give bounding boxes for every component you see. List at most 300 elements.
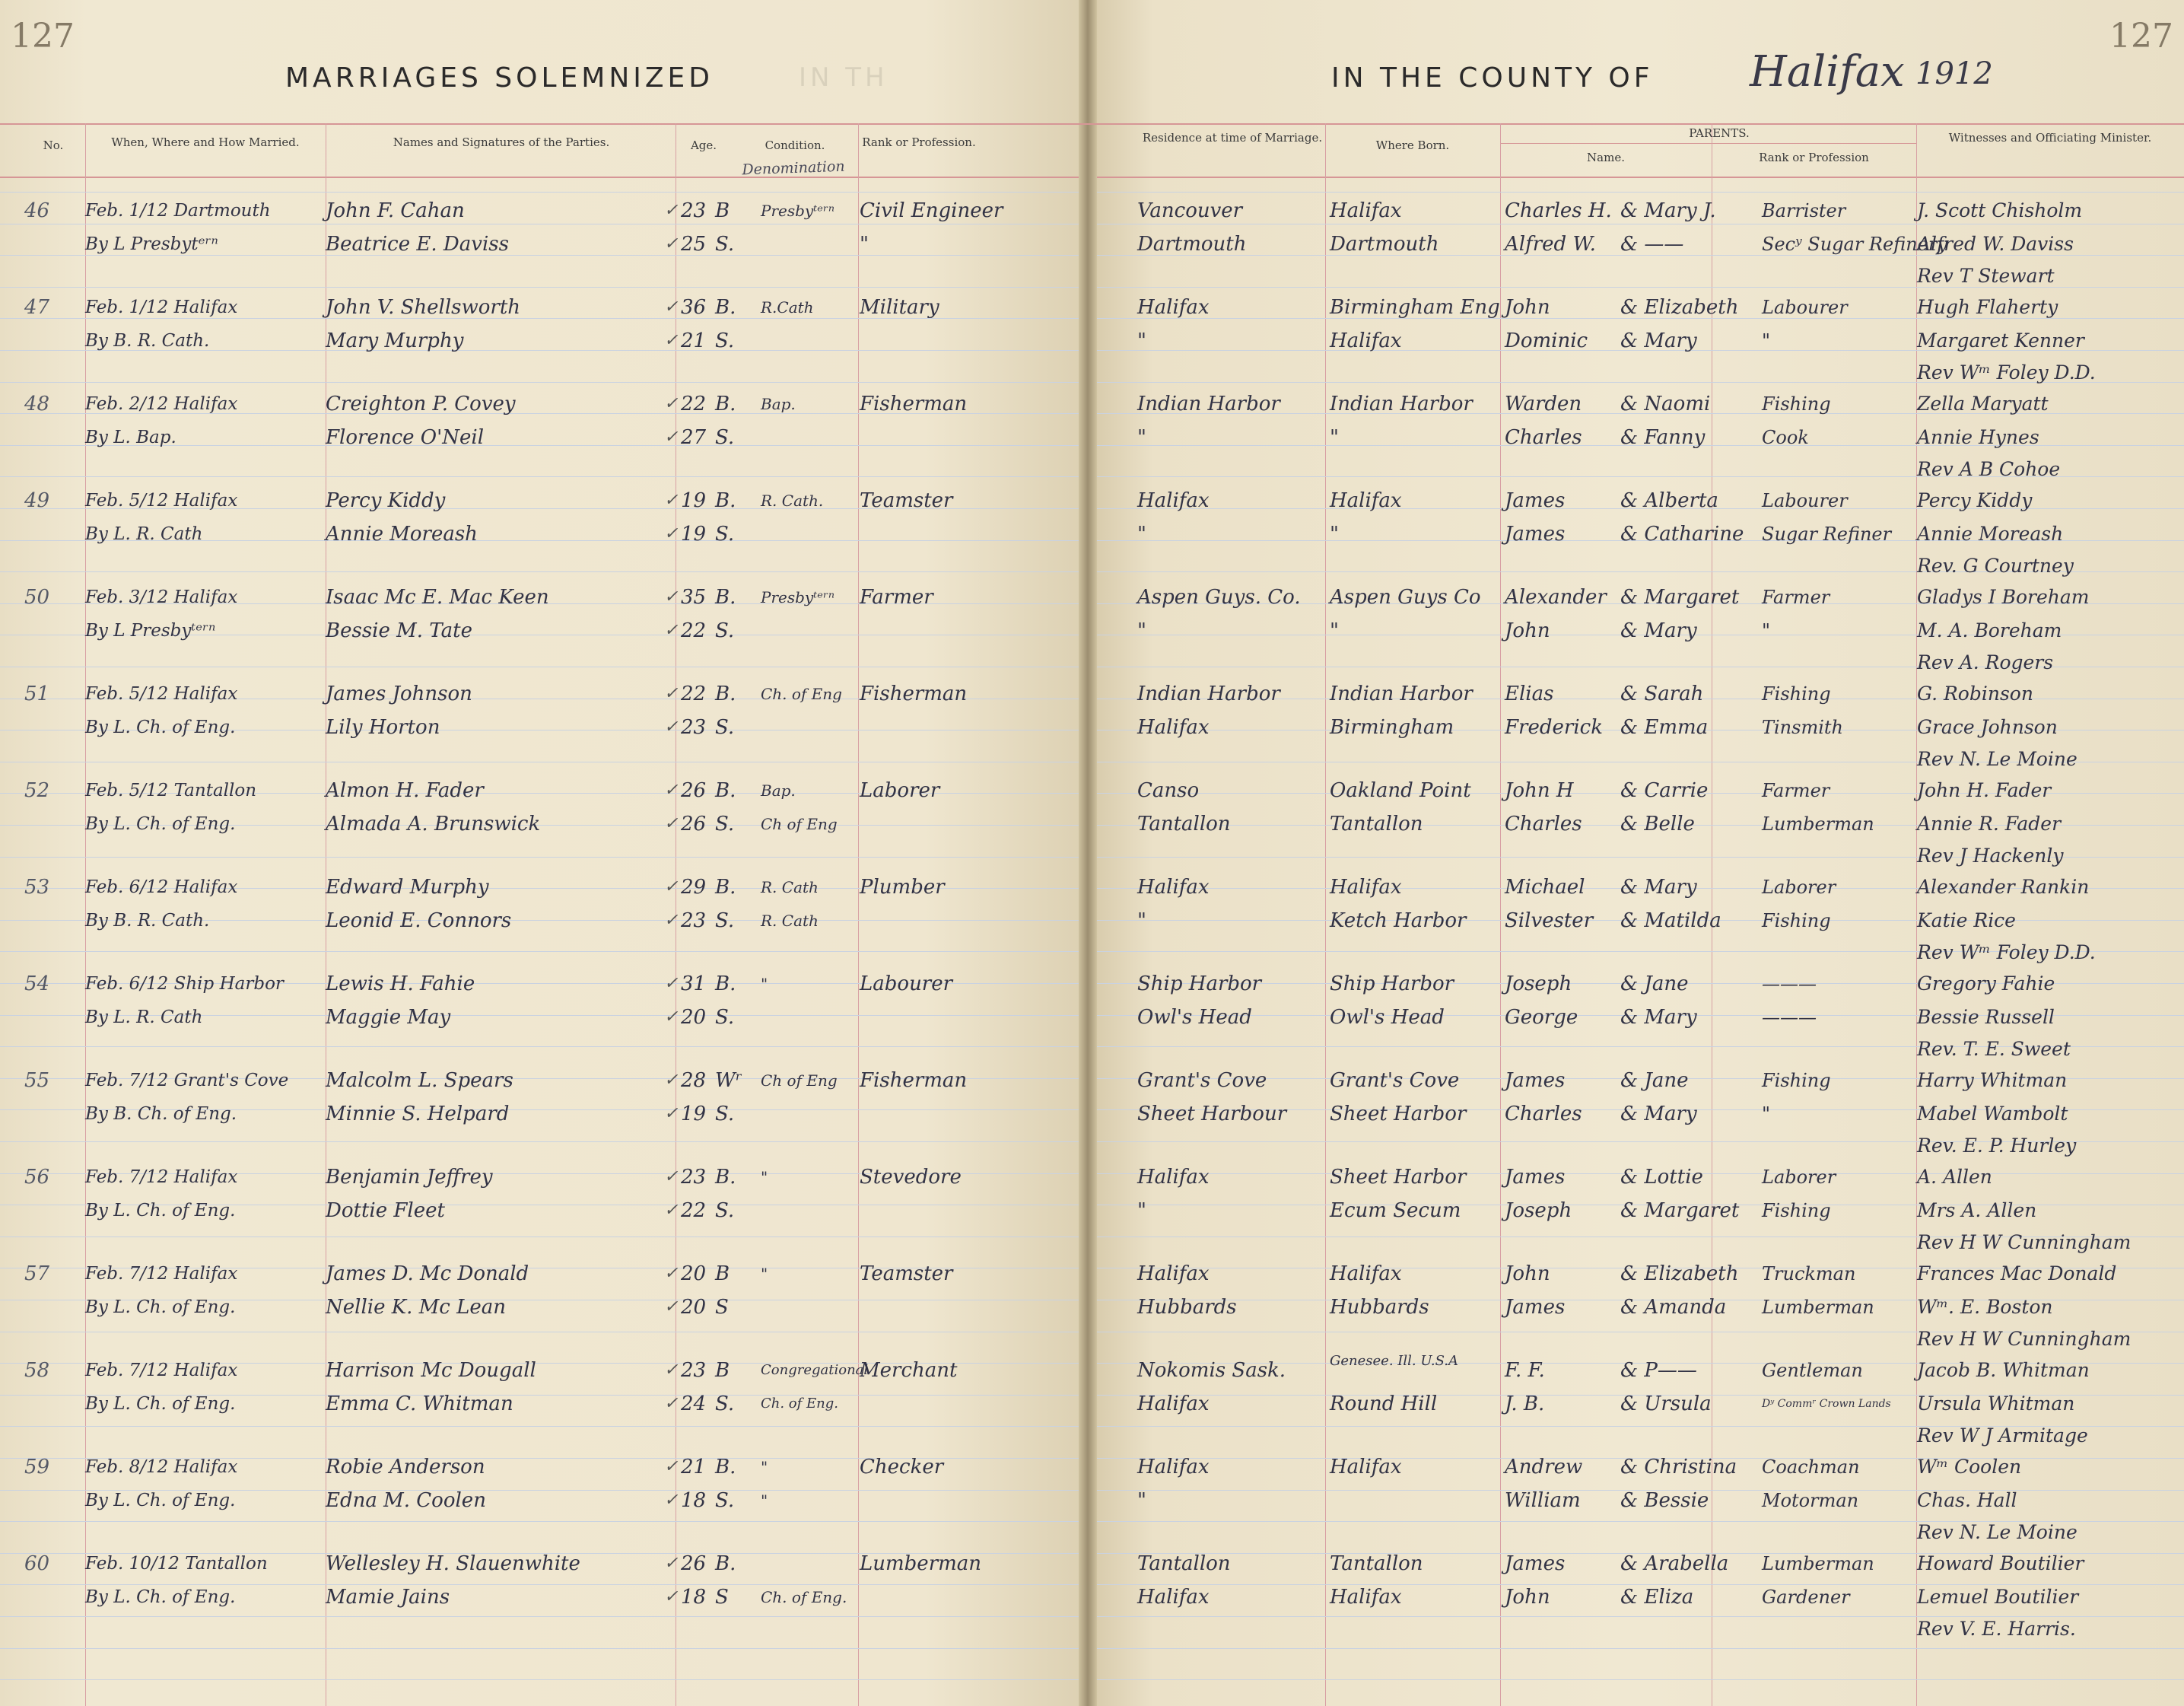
entry-parents-rank-bride: Lumberman — [1762, 1297, 1874, 1318]
entry-name-bride: Minnie S. Helpard — [326, 1103, 510, 1125]
entry-when-bride: By L. R. Cath — [85, 524, 203, 544]
entry-rank-groom: Farmer — [860, 586, 933, 609]
ruled-line — [1097, 1648, 2184, 1649]
entry-residence-bride: Sheet Harbour — [1137, 1103, 1287, 1125]
entry-when-groom: Feb. 1/12 Halifax — [85, 298, 238, 317]
entry-age-groom: 22 — [681, 393, 707, 415]
entry-name-bride: Nellie K. Mc Lean — [326, 1296, 507, 1319]
entry-when-bride: By L Presbytᵉʳⁿ — [85, 234, 218, 254]
entry-name-bride: Annie Moreash — [326, 523, 478, 546]
entry-denomination-bride: Ch. of Eng. — [761, 1396, 839, 1412]
entry-father-groom: John — [1505, 1262, 1550, 1285]
entry-name-groom: John F. Cahan — [326, 199, 465, 222]
entry-witness-groom: Howard Boutilier — [1917, 1552, 2084, 1574]
ruled-line — [0, 476, 1079, 477]
age-tick-mark: ✓ — [664, 1201, 679, 1220]
entry-denomination-bride: Ch of Eng — [761, 815, 838, 833]
entry-no-groom: 59 — [24, 1456, 50, 1478]
age-tick-mark: ✓ — [664, 1264, 679, 1283]
age-tick-mark: ✓ — [664, 1007, 679, 1026]
age-tick-mark: ✓ — [664, 781, 679, 800]
entry-witness-bride: Bessie Russell — [1917, 1006, 2055, 1028]
age-tick-mark: ✓ — [664, 1554, 679, 1573]
entry-name-groom: Benjamin Jeffrey — [326, 1166, 493, 1189]
ruled-line — [1097, 1679, 2184, 1680]
entry-residence-groom: Canso — [1137, 779, 1200, 802]
entry-denomination-groom: Congregational — [761, 1362, 869, 1378]
entry-parents-rank-bride: Secʸ Sugar Refinery — [1762, 234, 1947, 255]
entry-minister-official: Rev A. Rogers — [1917, 651, 2054, 673]
entry-condition-groom: B. — [715, 1552, 736, 1575]
entry-mother-bride: & Fanny — [1620, 426, 1706, 449]
entry-birthplace-bride: " — [1330, 426, 1339, 449]
entry-no-groom: 56 — [24, 1166, 50, 1189]
entry-parents-rank-groom: Fishing — [1762, 683, 1831, 705]
entry-witness-groom: Jacob B. Whitman — [1917, 1359, 2090, 1381]
entry-rank-groom: Teamster — [860, 1262, 953, 1285]
entry-condition-groom: B. — [715, 876, 736, 899]
entry-mother-groom: & Alberta — [1620, 489, 1718, 512]
entry-minister-official: Rev J Hackenly — [1917, 845, 2064, 867]
entry-birthplace-groom: Oakland Point — [1330, 779, 1471, 802]
entry-name-groom: Edward Murphy — [326, 876, 489, 899]
age-tick-mark: ✓ — [664, 684, 679, 703]
entry-minister-official: Rev A B Cohoe — [1917, 458, 2061, 480]
entry-when-bride: By L. Ch. of Eng. — [85, 1491, 236, 1510]
entry-rank-groom: Laborer — [860, 779, 940, 802]
header-top-rule — [0, 123, 1079, 125]
entry-mother-bride: & Mary — [1620, 1103, 1697, 1125]
entry-when-bride: By B. R. Cath. — [85, 331, 210, 351]
entry-condition-groom: B. — [715, 972, 736, 995]
entry-father-bride: James — [1505, 523, 1566, 546]
entry-denomination-bride: Ch. of Eng. — [761, 1588, 847, 1606]
entry-name-groom: Percy Kiddy — [326, 489, 446, 512]
entry-residence-bride: " — [1137, 1489, 1146, 1512]
entry-no-groom: 46 — [24, 199, 50, 222]
entry-condition-bride: S. — [715, 1006, 735, 1029]
left-page — [0, 0, 1088, 1706]
entry-age-bride: 24 — [681, 1392, 707, 1415]
entry-witness-groom: A. Allen — [1917, 1166, 1992, 1188]
age-tick-mark: ✓ — [664, 1361, 679, 1380]
entry-father-groom: Charles H. — [1505, 199, 1612, 222]
ruled-line — [0, 857, 1079, 858]
entry-condition-bride: S. — [715, 329, 735, 352]
entry-minister-official: Rev T Stewart — [1917, 265, 2055, 287]
entry-residence-bride: Halifax — [1137, 1392, 1210, 1415]
entry-birthplace-groom: Halifax — [1330, 1456, 1402, 1478]
entry-parents-rank-groom: Truckman — [1762, 1263, 1856, 1284]
entry-mother-bride: & Ursula — [1620, 1392, 1712, 1415]
entry-no-groom: 50 — [24, 586, 50, 609]
entry-when-groom: Feb. 1/12 Dartmouth — [85, 201, 271, 221]
entry-name-bride: Dottie Fleet — [326, 1199, 445, 1222]
entry-witness-groom: Percy Kiddy — [1917, 489, 2033, 511]
entry-birthplace-groom: Halifax — [1330, 876, 1402, 899]
ruled-line — [0, 1616, 1079, 1617]
entry-witness-groom: Wᵐ Coolen — [1917, 1456, 2022, 1478]
entry-residence-groom: Nokomis Sask. — [1137, 1359, 1286, 1382]
age-tick-mark: ✓ — [664, 201, 679, 220]
entry-parents-rank-groom: Fishing — [1762, 393, 1831, 415]
entry-parents-rank-groom: Lumberman — [1762, 1553, 1874, 1574]
entry-denomination-groom: " — [761, 1458, 768, 1476]
entry-father-bride: Charles — [1505, 813, 1582, 835]
entry-denomination-groom: " — [761, 975, 768, 993]
entry-denomination-groom: Presbyᵗᵉʳⁿ — [761, 202, 834, 220]
entry-mother-groom: & Sarah — [1620, 683, 1704, 705]
entry-birthplace-bride: Ketch Harbor — [1330, 909, 1467, 932]
entry-rank-groom: Military — [860, 296, 939, 319]
entry-age-groom: 20 — [681, 1262, 707, 1285]
entry-mother-bride: & Amanda — [1620, 1296, 1727, 1319]
entry-mother-groom: & Jane — [1620, 972, 1689, 995]
entry-when-bride: By L Presbyᵗᵉʳⁿ — [85, 621, 216, 641]
header-bottom-rule — [0, 177, 1079, 178]
column-rule — [858, 123, 859, 1706]
entry-parents-rank-bride: " — [1762, 330, 1771, 352]
age-tick-mark: ✓ — [664, 331, 679, 350]
entry-witness-groom: John H. Fader — [1917, 779, 2052, 801]
entry-name-bride: Mary Murphy — [326, 329, 464, 352]
entry-age-groom: 26 — [681, 1552, 707, 1575]
header-denomination: Denomination — [742, 158, 845, 179]
entry-condition-bride: S. — [715, 523, 735, 546]
entry-birthplace-groom: Indian Harbor — [1330, 393, 1473, 415]
entry-mother-bride: & Mary — [1620, 329, 1697, 352]
entry-parents-rank-groom: Coachman — [1762, 1456, 1860, 1478]
entry-witness-bride: Ursula Whitman — [1917, 1392, 2075, 1415]
entry-age-bride: 25 — [681, 233, 707, 256]
entry-no-groom: 53 — [24, 876, 50, 899]
entry-residence-bride: Halifax — [1137, 716, 1210, 739]
entry-birthplace-bride: Halifax — [1330, 329, 1402, 352]
entry-when-groom: Feb. 7/12 Halifax — [85, 1264, 238, 1284]
entry-birthplace-bride: Halifax — [1330, 1586, 1402, 1609]
right-page-number: 127 — [2109, 17, 2173, 56]
entry-mother-groom: & Margaret — [1620, 586, 1740, 609]
entry-witness-bride: Lemuel Boutilier — [1917, 1586, 2079, 1608]
entry-rank-groom: Fisherman — [860, 1069, 968, 1092]
ruled-line — [0, 287, 1079, 288]
entry-when-bride: By L. Ch. of Eng. — [85, 1297, 236, 1317]
entry-birthplace-bride: Round Hill — [1330, 1392, 1438, 1415]
entry-parents-rank-bride: Motorman — [1762, 1490, 1859, 1511]
entry-mother-groom: & Elizabeth — [1620, 296, 1739, 319]
age-tick-mark: ✓ — [664, 587, 679, 606]
ruled-line — [0, 1648, 1079, 1649]
entry-name-bride: Mamie Jains — [326, 1586, 450, 1609]
entry-age-bride: 19 — [681, 523, 707, 546]
entry-no-groom: 51 — [24, 683, 50, 705]
ruled-line — [0, 1141, 1079, 1142]
header-parents-name: Name. — [1587, 151, 1625, 164]
column-rule — [1325, 123, 1326, 1706]
entry-witness-bride: Chas. Hall — [1917, 1489, 2017, 1511]
entry-father-bride: Dominic — [1505, 329, 1588, 352]
entry-when-groom: Feb. 7/12 Halifax — [85, 1167, 238, 1187]
entry-mother-groom: & Christina — [1620, 1456, 1737, 1478]
entry-father-bride: William — [1505, 1489, 1581, 1512]
entry-rank-groom: Checker — [860, 1456, 944, 1478]
entry-birthplace-groom: Aspen Guys Co — [1330, 586, 1481, 609]
header-witnesses: Witnesses and Officiating Minister. — [1948, 131, 2152, 145]
header-parents-rank: Rank or Profession — [1759, 151, 1869, 164]
entry-name-groom: Almon H. Fader — [326, 779, 484, 802]
entry-minister-official: Rev. T. E. Sweet — [1917, 1038, 2071, 1060]
entry-age-groom: 23 — [681, 199, 707, 222]
entry-parents-rank-bride: Fishing — [1762, 910, 1831, 931]
entry-mother-bride: & Matilda — [1620, 909, 1721, 932]
entry-father-groom: F. F. — [1505, 1359, 1545, 1382]
entry-father-groom: Michael — [1505, 876, 1585, 899]
entry-residence-groom: Halifax — [1137, 296, 1210, 319]
entry-rank-groom: Merchant — [860, 1359, 958, 1382]
age-tick-mark: ✓ — [664, 1071, 679, 1090]
entry-mother-groom: & Carrie — [1620, 779, 1709, 802]
entry-residence-groom: Tantallon — [1137, 1552, 1231, 1575]
entry-residence-bride: " — [1137, 523, 1146, 546]
entry-parents-rank-bride: Gardener — [1762, 1587, 1850, 1608]
entry-rank-bride: " — [860, 233, 869, 256]
ruled-line — [0, 1584, 1079, 1585]
entry-when-groom: Feb. 10/12 Tantallon — [85, 1554, 268, 1574]
entry-age-groom: 29 — [681, 876, 707, 899]
entry-minister-official: Rev W J Armitage — [1917, 1424, 2088, 1447]
entry-name-groom: Malcolm L. Spears — [326, 1069, 513, 1092]
entry-birthplace-groom: Birmingham Eng — [1330, 296, 1500, 319]
entry-no-groom: 58 — [24, 1359, 50, 1382]
entry-birthplace-bride: " — [1330, 619, 1339, 642]
entry-residence-bride: Owl's Head — [1137, 1006, 1252, 1029]
entry-age-bride: 23 — [681, 716, 707, 739]
entry-name-groom: Isaac Mc E. Mac Keen — [326, 586, 549, 609]
age-tick-mark: ✓ — [664, 1587, 679, 1606]
entry-when-bride: By L. Ch. of Eng. — [85, 1201, 236, 1221]
age-tick-mark: ✓ — [664, 394, 679, 413]
age-tick-mark: ✓ — [664, 1297, 679, 1316]
entry-no-groom: 54 — [24, 972, 50, 995]
entry-when-groom: Feb. 8/12 Halifax — [85, 1457, 238, 1477]
right-title: IN THE COUNTY OF — [1331, 62, 1654, 94]
entry-condition-groom: B. — [715, 586, 736, 609]
entry-when-bride: By B. Ch. of Eng. — [85, 1104, 237, 1124]
entry-birthplace-groom: Halifax — [1330, 489, 1402, 512]
entry-parents-rank-bride: ——— — [1762, 1007, 1817, 1028]
entry-rank-groom: Plumber — [860, 876, 945, 899]
entry-residence-bride: " — [1137, 426, 1146, 449]
entry-mother-bride: & Catharine — [1620, 523, 1744, 546]
entry-condition-groom: B. — [715, 1456, 736, 1478]
entry-father-bride: Alfred W. — [1505, 233, 1596, 256]
entry-residence-bride: " — [1137, 329, 1146, 352]
entry-residence-groom: Indian Harbor — [1137, 393, 1280, 415]
entry-parents-rank-bride: " — [1762, 620, 1771, 641]
entry-residence-bride: Hubbards — [1137, 1296, 1237, 1319]
age-tick-mark: ✓ — [664, 621, 679, 640]
entry-name-bride: Lily Horton — [326, 716, 440, 739]
entry-condition-bride: S. — [715, 909, 735, 932]
entry-condition-bride: S. — [715, 1103, 735, 1125]
entry-no-groom: 60 — [24, 1552, 50, 1575]
entry-name-bride: Florence O'Neil — [326, 426, 485, 449]
entry-name-groom: James D. Mc Donald — [326, 1262, 529, 1285]
age-tick-mark: ✓ — [664, 974, 679, 993]
header-bottom-rule — [1097, 177, 2184, 178]
entry-birthplace-groom: Ship Harbor — [1330, 972, 1454, 995]
entry-parents-rank-bride: Sugar Refiner — [1762, 524, 1892, 545]
left-page-number: 127 — [11, 17, 75, 56]
entry-birthplace-groom: Halifax — [1330, 1262, 1402, 1285]
age-tick-mark: ✓ — [664, 911, 679, 930]
entry-residence-groom: Aspen Guys. Co. — [1137, 586, 1301, 609]
entry-condition-bride: S. — [715, 1489, 735, 1512]
entry-father-bride: James — [1505, 1296, 1566, 1319]
ruled-line — [0, 382, 1079, 383]
entry-witness-groom: G. Robinson — [1917, 683, 2033, 705]
entry-mother-groom: & P—— — [1620, 1359, 1697, 1382]
entry-denomination-groom: R. Cath. — [761, 492, 824, 510]
entry-birthplace-bride: Ecum Secum — [1330, 1199, 1461, 1222]
entry-age-bride: 18 — [681, 1489, 707, 1512]
entry-rank-groom: Civil Engineer — [860, 199, 1003, 222]
entry-witness-bride: Alfred W. Daviss — [1917, 233, 2074, 255]
entry-minister-official: Rev. E. P. Hurley — [1917, 1135, 2077, 1157]
entry-name-bride: Beatrice E. Daviss — [326, 233, 509, 256]
entry-name-bride: Almada A. Brunswick — [326, 813, 541, 835]
entry-denomination-groom: Bap. — [761, 395, 796, 413]
entry-rank-groom: Fisherman — [860, 393, 968, 415]
entry-residence-groom: Halifax — [1137, 1456, 1210, 1478]
entry-when-groom: Feb. 3/12 Halifax — [85, 587, 238, 607]
entry-minister-official: Rev. G Courtney — [1917, 555, 2074, 577]
entry-when-groom: Feb. 5/12 Halifax — [85, 684, 238, 704]
entry-name-bride: Bessie M. Tate — [326, 619, 472, 642]
entry-when-bride: By L. Ch. of Eng. — [85, 718, 236, 737]
entry-father-groom: Joseph — [1505, 972, 1572, 995]
entry-minister-official: Rev V. E. Harris. — [1917, 1618, 2076, 1640]
entry-mother-groom: & Naomi — [1620, 393, 1711, 415]
entry-father-groom: James — [1505, 1069, 1566, 1092]
entry-father-groom: John — [1505, 296, 1550, 319]
entry-age-bride: 27 — [681, 426, 707, 449]
age-tick-mark: ✓ — [664, 1394, 679, 1413]
entry-name-bride: Edna M. Coolen — [326, 1489, 486, 1512]
entry-name-bride: Emma C. Whitman — [326, 1392, 513, 1415]
entry-birthplace-bride: Sheet Harbor — [1330, 1103, 1467, 1125]
ruled-line — [1097, 1616, 2184, 1617]
age-tick-mark: ✓ — [664, 1104, 679, 1123]
entry-parents-rank-bride: Lumberman — [1762, 813, 1874, 835]
entry-denomination-bride: R. Cath — [761, 912, 819, 930]
header-condition: Condition. — [765, 138, 825, 152]
entry-parents-rank-bride: Fishing — [1762, 1200, 1831, 1221]
entry-when-groom: Feb. 7/12 Halifax — [85, 1361, 238, 1380]
entry-residence-groom: Ship Harbor — [1137, 972, 1262, 995]
entry-father-bride: J. B. — [1505, 1392, 1545, 1415]
entry-parents-rank-groom: Laborer — [1762, 877, 1836, 898]
entry-birthplace-bride: Dartmouth — [1330, 233, 1439, 256]
entry-when-groom: Feb. 7/12 Grant's Cove — [85, 1071, 289, 1090]
entry-when-bride: By B. R. Cath. — [85, 911, 210, 931]
entry-parents-rank-groom: ——— — [1762, 973, 1817, 995]
entry-birthplace-bride: " — [1330, 523, 1339, 546]
age-tick-mark: ✓ — [664, 234, 679, 253]
entry-father-bride: George — [1505, 1006, 1578, 1029]
entry-mother-groom: & Mary J. — [1620, 199, 1716, 222]
entry-age-bride: 22 — [681, 619, 707, 642]
entry-witness-bride: M. A. Boreham — [1917, 619, 2062, 641]
entry-age-bride: 22 — [681, 1199, 707, 1222]
entry-no-groom: 47 — [24, 296, 50, 319]
entry-denomination-groom: Presbyᵗᵉʳⁿ — [761, 588, 834, 606]
entry-mother-groom: & Arabella — [1620, 1552, 1729, 1575]
entry-witness-groom: J. Scott Chisholm — [1917, 199, 2083, 221]
entry-age-bride: 19 — [681, 1103, 707, 1125]
header-names: Names and Signatures of the Parties. — [393, 135, 610, 149]
entry-denomination-bride: " — [761, 1491, 768, 1510]
bleed-through-text: IN TH — [799, 62, 889, 93]
entry-parents-rank-groom: Farmer — [1762, 587, 1830, 608]
entry-name-groom: Creighton P. Covey — [326, 393, 516, 415]
entry-mother-bride: & Margaret — [1620, 1199, 1740, 1222]
entry-condition-groom: B. — [715, 683, 736, 705]
entry-name-groom: Wellesley H. Slauenwhite — [326, 1552, 580, 1575]
entry-mother-bride: & Mary — [1620, 1006, 1697, 1029]
book-spine — [1079, 0, 1097, 1706]
entry-witness-groom: Harry Whitman — [1917, 1069, 2068, 1091]
entry-mother-groom: & Elizabeth — [1620, 1262, 1739, 1285]
ruled-line — [0, 1679, 1079, 1680]
entry-condition-groom: B. — [715, 393, 736, 415]
entry-witness-bride: Annie R. Fader — [1917, 813, 2062, 835]
entry-condition-groom: B — [715, 1262, 730, 1285]
entry-father-groom: Alexander — [1505, 586, 1607, 609]
entry-witness-groom: Gladys I Boreham — [1917, 586, 2090, 608]
entry-witness-bride: Grace Johnson — [1917, 716, 2058, 738]
entry-father-groom: Elias — [1505, 683, 1554, 705]
age-tick-mark: ✓ — [664, 428, 679, 447]
age-tick-mark: ✓ — [664, 814, 679, 833]
entry-when-bride: By L. Ch. of Eng. — [85, 1394, 236, 1414]
entry-residence-bride: Tantallon — [1137, 813, 1231, 835]
entry-residence-groom: Halifax — [1137, 489, 1210, 512]
entry-denomination-groom: " — [761, 1168, 768, 1186]
entry-no-groom: 48 — [24, 393, 50, 415]
ruled-line — [0, 951, 1079, 952]
ruled-line — [0, 1426, 1079, 1427]
entry-mother-bride: & —— — [1620, 233, 1684, 256]
entry-rank-groom: Labourer — [860, 972, 953, 995]
entry-name-groom: Harrison Mc Dougall — [326, 1359, 536, 1382]
entry-age-groom: 22 — [681, 683, 707, 705]
entry-birthplace-groom: Genesee. Ill. U.S.A — [1330, 1353, 1458, 1369]
header-no: No. — [43, 138, 64, 152]
entry-birthplace-groom: Grant's Cove — [1330, 1069, 1460, 1092]
entry-birthplace-groom: Sheet Harbor — [1330, 1166, 1467, 1189]
entry-birthplace-groom: Tantallon — [1330, 1552, 1423, 1575]
entry-when-bride: By L. Bap. — [85, 428, 176, 447]
entry-denomination-groom: Ch. of Eng — [761, 685, 842, 703]
entry-parents-rank-bride: Tinsmith — [1762, 717, 1843, 738]
entry-father-bride: John — [1505, 1586, 1550, 1609]
entry-parents-rank-groom: Farmer — [1762, 780, 1830, 801]
entry-birthplace-bride: Tantallon — [1330, 813, 1423, 835]
county-name: Halifax — [1750, 47, 1905, 97]
entry-residence-bride: Halifax — [1137, 1586, 1210, 1609]
entry-age-groom: 31 — [681, 972, 707, 995]
